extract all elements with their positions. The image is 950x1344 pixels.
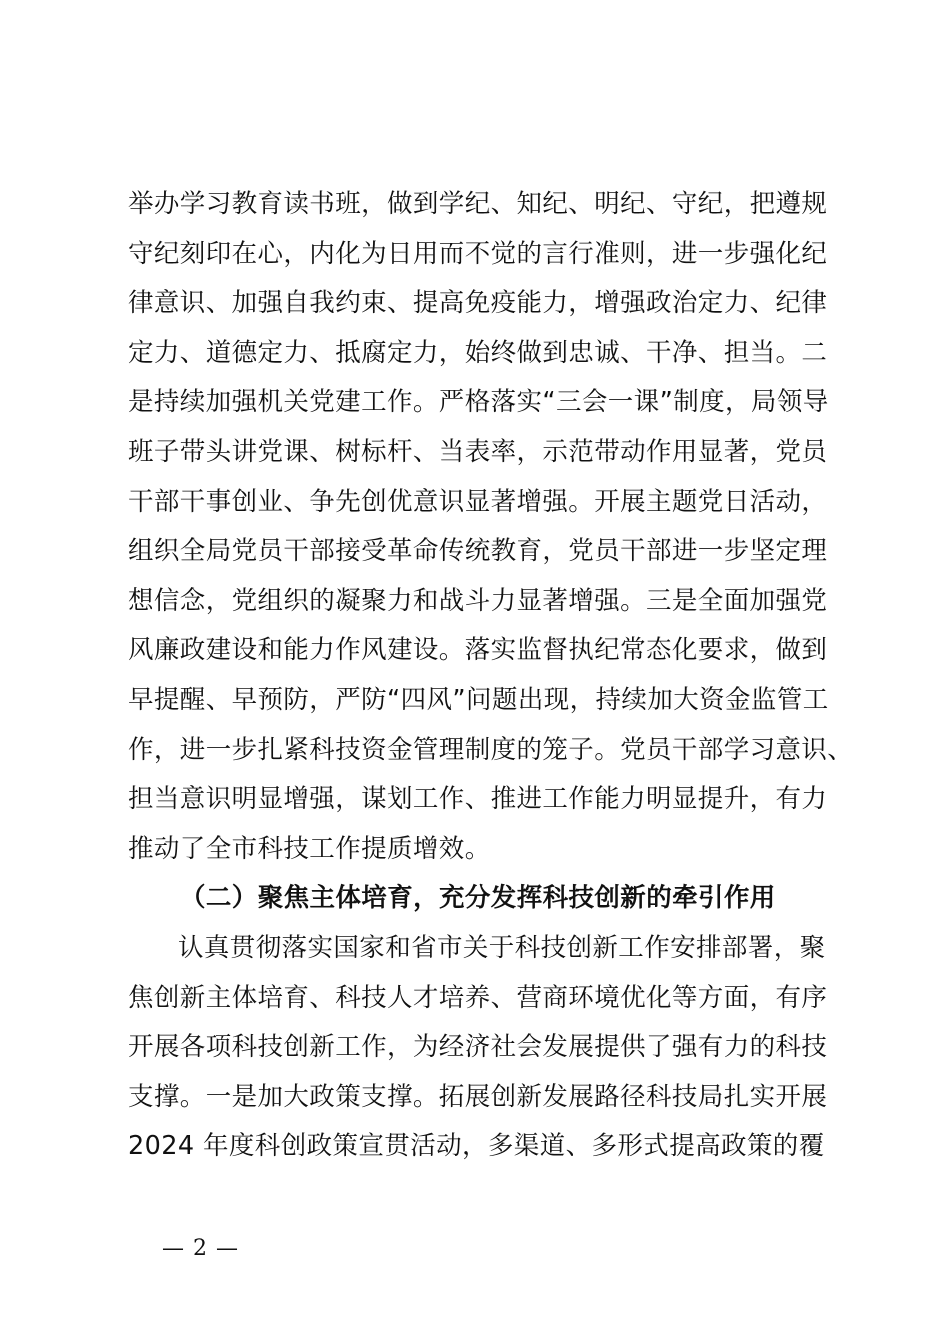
paragraph-line: 支撑。一是加大政策支撑。拓展创新发展路径科技局扎实开展 xyxy=(128,1081,828,1112)
paragraph-line: 担当意识明显增强，谋划工作、推进工作能力明显提升，有力 xyxy=(128,784,828,815)
section-heading: （二）聚焦主体培育，充分发挥科技创新的牵引作用 xyxy=(180,883,776,914)
paragraph-line: 守纪刻印在心，内化为日用而不觉的言行准则，进一步强化纪 xyxy=(128,238,828,269)
page-number: — 2 — xyxy=(162,1236,239,1261)
paragraph-line: 早提醒、早预防，严防“四风”问题出现，持续加大资金监管工 xyxy=(128,684,829,715)
paragraph-line: 举办学习教育读书班，做到学纪、知纪、明纪、守纪，把遵规 xyxy=(128,189,828,219)
paragraph-line: 2024 年度科创政策宣贯活动，多渠道、多形式提高政策的覆 xyxy=(128,1131,825,1162)
paragraph-line: 认真贯彻落实国家和省市关于科技创新工作安排部署，聚 xyxy=(178,932,826,963)
paragraph-line: 律意识、加强自我约束、提高免疫能力，增强政治定力、纪律 xyxy=(128,288,828,319)
paragraph-line: 焦创新主体培育、科技人才培养、营商环境优化等方面，有序 xyxy=(128,982,828,1013)
body-text xyxy=(128,180,854,1172)
paragraph-line: 定力、道德定力、抵腐定力，始终做到忠诚、干净、担当。二 xyxy=(128,337,828,368)
paragraph-line: 干部干事创业、争先创优意识显著增强。开展主题党日活动， xyxy=(128,486,828,517)
paragraph-line: 组织全局党员干部接受革命传统教育，党员干部进一步坚定理 xyxy=(128,536,828,567)
paragraph-line: 风廉政建设和能力作风建设。落实监督执纪常态化要求，做到 xyxy=(128,635,828,666)
paragraph-line: 班子带头讲党课、树标杆、当表率，示范带动作用显著，党员 xyxy=(128,436,828,467)
paragraph-line: 想信念，党组织的凝聚力和战斗力显著增强。三是全面加强党 xyxy=(128,585,828,616)
paragraph-line: 开展各项科技创新工作，为经济社会发展提供了强有力的科技 xyxy=(128,1032,828,1063)
paragraph-line: 是持续加强机关党建工作。严格落实“三会一课”制度，局领导 xyxy=(128,387,829,418)
paragraph-line: 推动了全市科技工作提质增效。 xyxy=(128,833,491,864)
paragraph-line: 作，进一步扎紧科技资金管理制度的笼子。党员干部学习意识、 xyxy=(128,734,854,765)
